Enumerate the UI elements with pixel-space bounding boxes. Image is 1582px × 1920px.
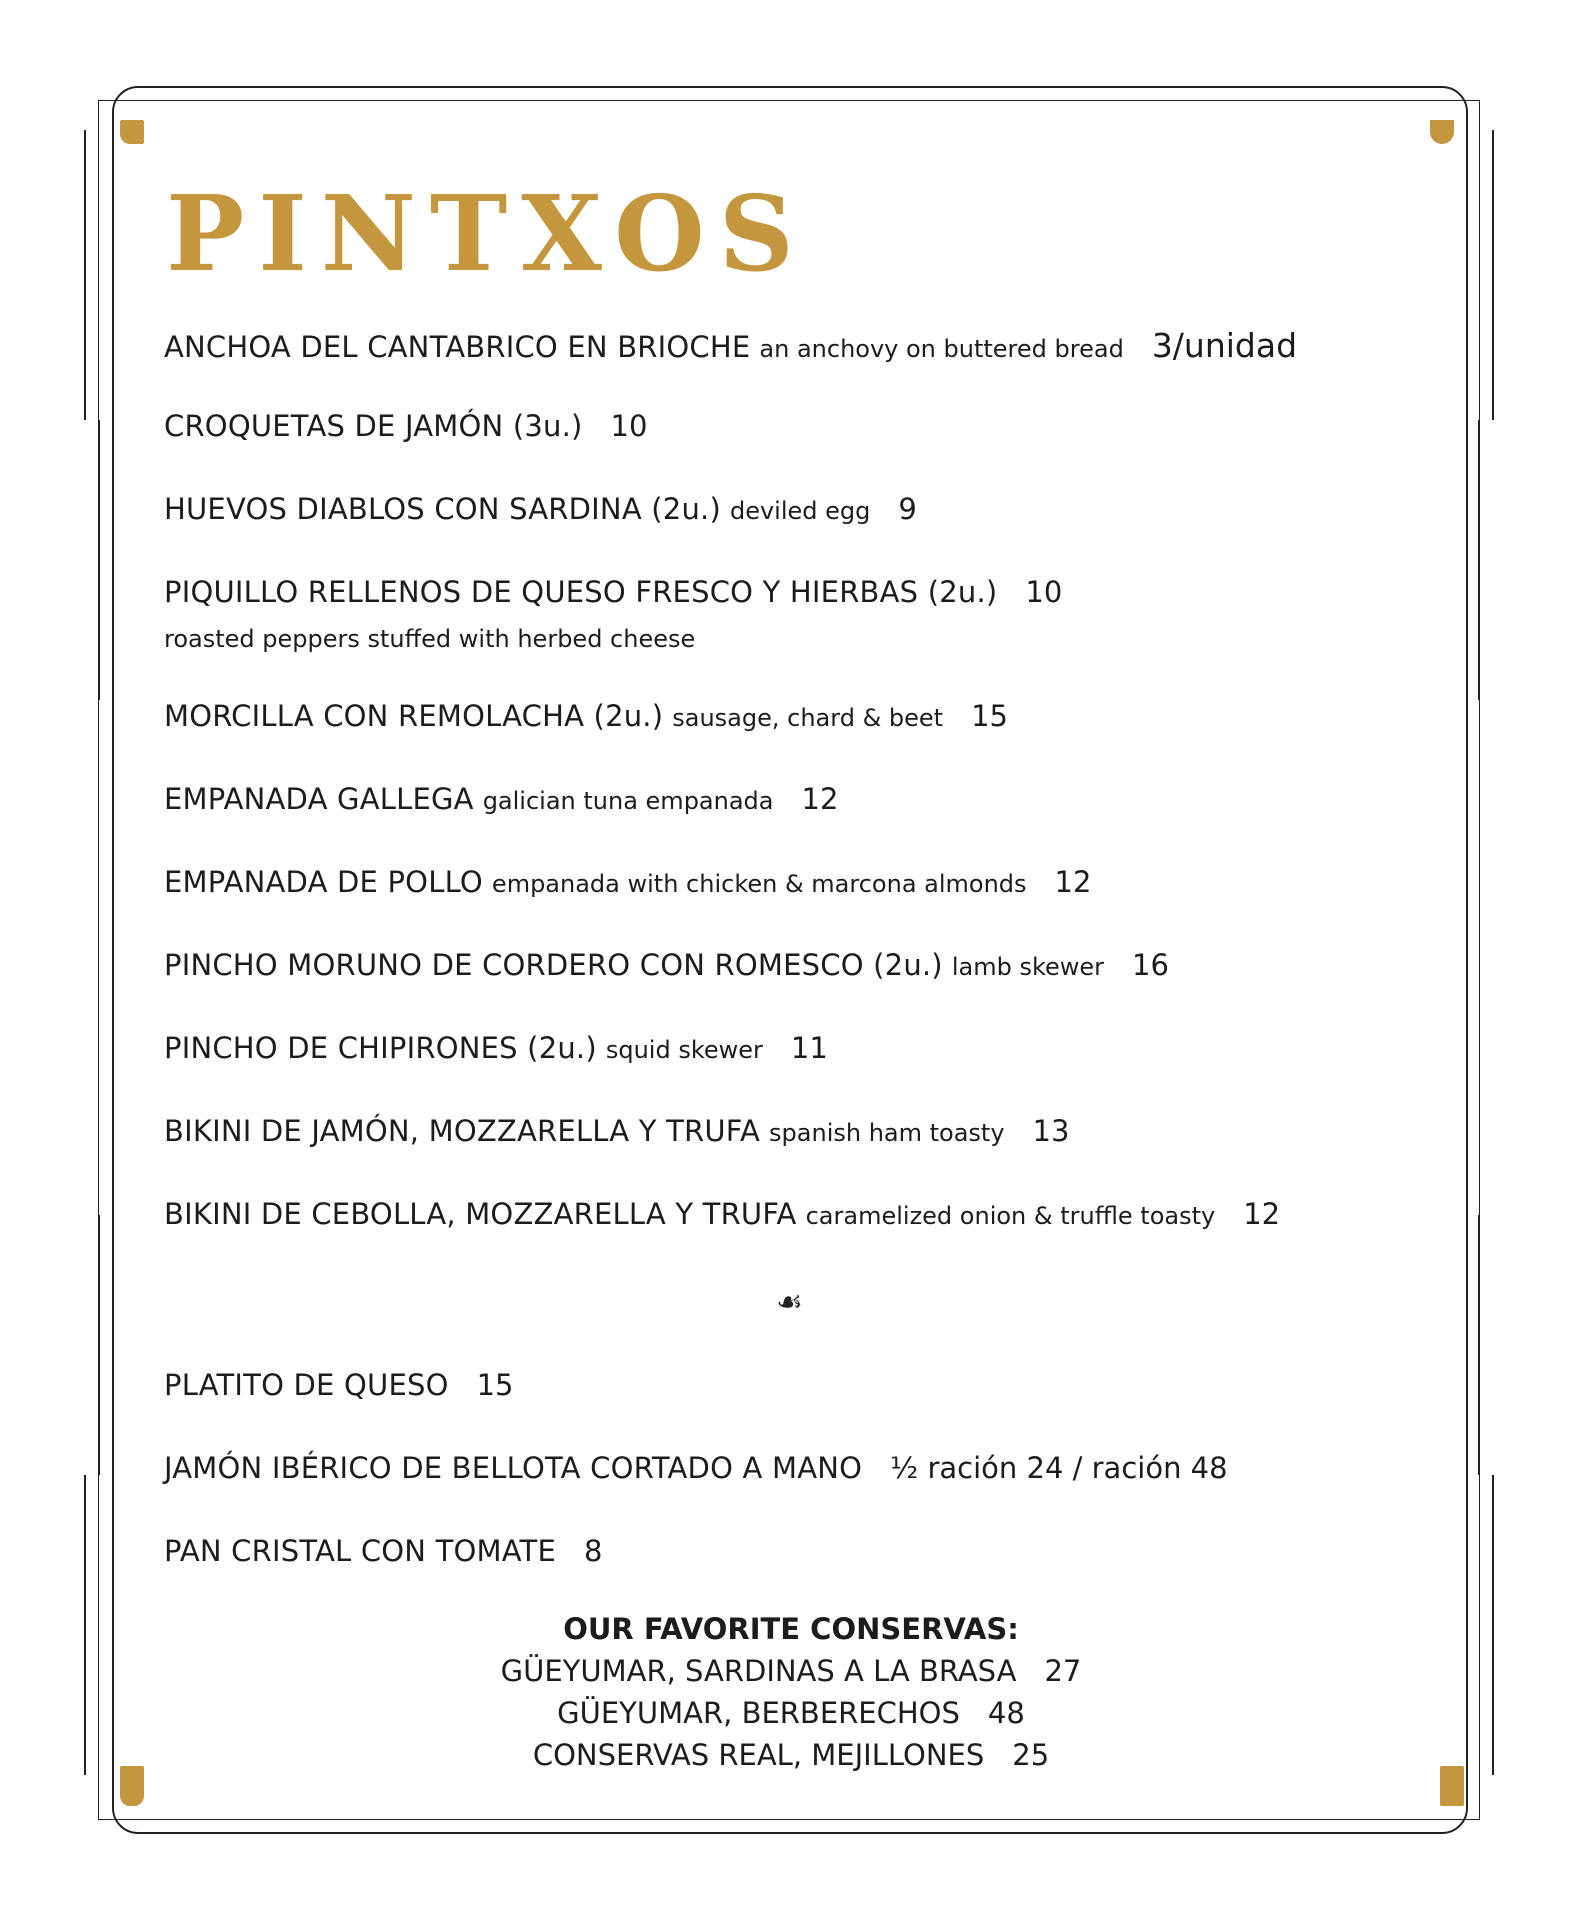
menu-item [164, 865, 1384, 948]
item-name: PINCHO DE CHIPIRONES (2u.) [164, 1031, 597, 1065]
item-name: EMPANADA GALLEGA [164, 782, 474, 816]
frame-side-line [98, 420, 100, 700]
conservas-heading: OUR FAVORITE CONSERVAS: [563, 1612, 1019, 1646]
corner-ornament-icon [1430, 120, 1454, 144]
item-name: HUEVOS DIABLOS CON SARDINA (2u.) [164, 492, 721, 526]
item-name: BIKINI DE CEBOLLA, MOZZARELLA Y TRUFA [164, 1197, 797, 1231]
pintxos-list [164, 326, 1384, 1280]
menu-item [164, 1368, 1384, 1451]
page-title: PINTXOS [166, 172, 808, 295]
menu-item [164, 948, 1384, 1031]
item-name: PIQUILLO RELLENOS DE QUESO FRESCO Y HIERBAS (2u.) [164, 575, 998, 609]
item-price: 12 [1054, 865, 1092, 899]
corner-ornament-icon [120, 120, 144, 144]
item-name: CROQUETAS DE JAMÓN (3u.) [164, 409, 583, 443]
item-price: 13 [1032, 1114, 1070, 1148]
item-price: 15 [971, 699, 1008, 733]
frame-side-line [1478, 1215, 1480, 1475]
item-name: MORCILLA CON REMOLACHA (2u.) [164, 699, 664, 733]
menu-item [164, 1451, 1384, 1534]
item-price: 48 [987, 1696, 1025, 1730]
item-price: 25 [1012, 1738, 1050, 1772]
item-price: ½ ración 24 / ración 48 [890, 1451, 1228, 1485]
item-description: an anchovy on buttered bread [759, 335, 1124, 363]
item-description: squid skewer [605, 1036, 763, 1064]
item-price: 15 [476, 1368, 514, 1402]
item-price: 12 [1243, 1197, 1281, 1231]
frame-side-line [1492, 130, 1494, 420]
menu-item [164, 699, 1384, 782]
frame-side-line [1478, 420, 1480, 700]
item-price: 3/unidad [1151, 326, 1298, 365]
menu-item [164, 326, 1384, 409]
item-price: 10 [610, 409, 648, 443]
menu-item [164, 492, 1384, 575]
item-price: 11 [790, 1031, 828, 1065]
item-name: PINCHO MORUNO DE CORDERO CON ROMESCO (2u.) [164, 948, 943, 982]
item-name: BIKINI DE JAMÓN, MOZZARELLA Y TRUFA [164, 1114, 761, 1148]
item-price: 8 [584, 1534, 603, 1568]
raciones-list [164, 1368, 1384, 1617]
item-description: caramelized onion & truffle toasty [805, 1202, 1216, 1230]
menu-item [164, 409, 1384, 492]
conserva-item [391, 1696, 1191, 1738]
item-description: empanada with chicken & marcona almonds [491, 870, 1027, 898]
item-name: EMPANADA DE POLLO [164, 865, 483, 899]
conserva-item [391, 1738, 1191, 1780]
item-price: 9 [898, 492, 917, 526]
frame-side-line [1492, 1475, 1494, 1775]
item-description: sausage, chard & beet [672, 704, 944, 732]
item-name: CONSERVAS REAL, MEJILLONES [532, 1738, 985, 1772]
frame-side-line [84, 1475, 86, 1775]
frame-side-line [98, 1215, 100, 1475]
corner-ornament-icon [1440, 1766, 1464, 1806]
item-name: PLATITO DE QUESO [164, 1368, 449, 1402]
fleuron-divider-icon: ☙ [776, 1285, 803, 1320]
menu-item [164, 1197, 1384, 1280]
menu-item [164, 1114, 1384, 1197]
item-description: roasted peppers stuffed with herbed cheese [164, 625, 696, 653]
item-description: spanish ham toasty [769, 1119, 1005, 1147]
item-name: JAMÓN IBÉRICO DE BELLOTA CORTADO A MANO [164, 1451, 863, 1485]
menu-item [164, 575, 1384, 699]
menu-item [164, 782, 1384, 865]
item-description: galician tuna empanada [482, 787, 774, 815]
item-description: lamb skewer [951, 953, 1105, 981]
corner-ornament-icon [120, 1766, 144, 1806]
item-description: deviled egg [729, 497, 871, 525]
conservas-section [391, 1612, 1191, 1780]
item-name: PAN CRISTAL CON TOMATE [164, 1534, 556, 1568]
conserva-item [391, 1654, 1191, 1696]
menu-item [164, 1534, 1384, 1617]
frame-side-line [84, 130, 86, 420]
item-name: GÜEYUMAR, SARDINAS A LA BRASA [500, 1654, 1017, 1688]
item-price: 10 [1025, 575, 1063, 609]
item-price: 27 [1044, 1654, 1082, 1688]
item-price: 12 [801, 782, 839, 816]
item-name: ANCHOA DEL CANTABRICO EN BRIOCHE [164, 330, 751, 364]
item-price: 16 [1132, 948, 1169, 982]
menu-item [164, 1031, 1384, 1114]
item-name: GÜEYUMAR, BERBERECHOS [557, 1696, 960, 1730]
